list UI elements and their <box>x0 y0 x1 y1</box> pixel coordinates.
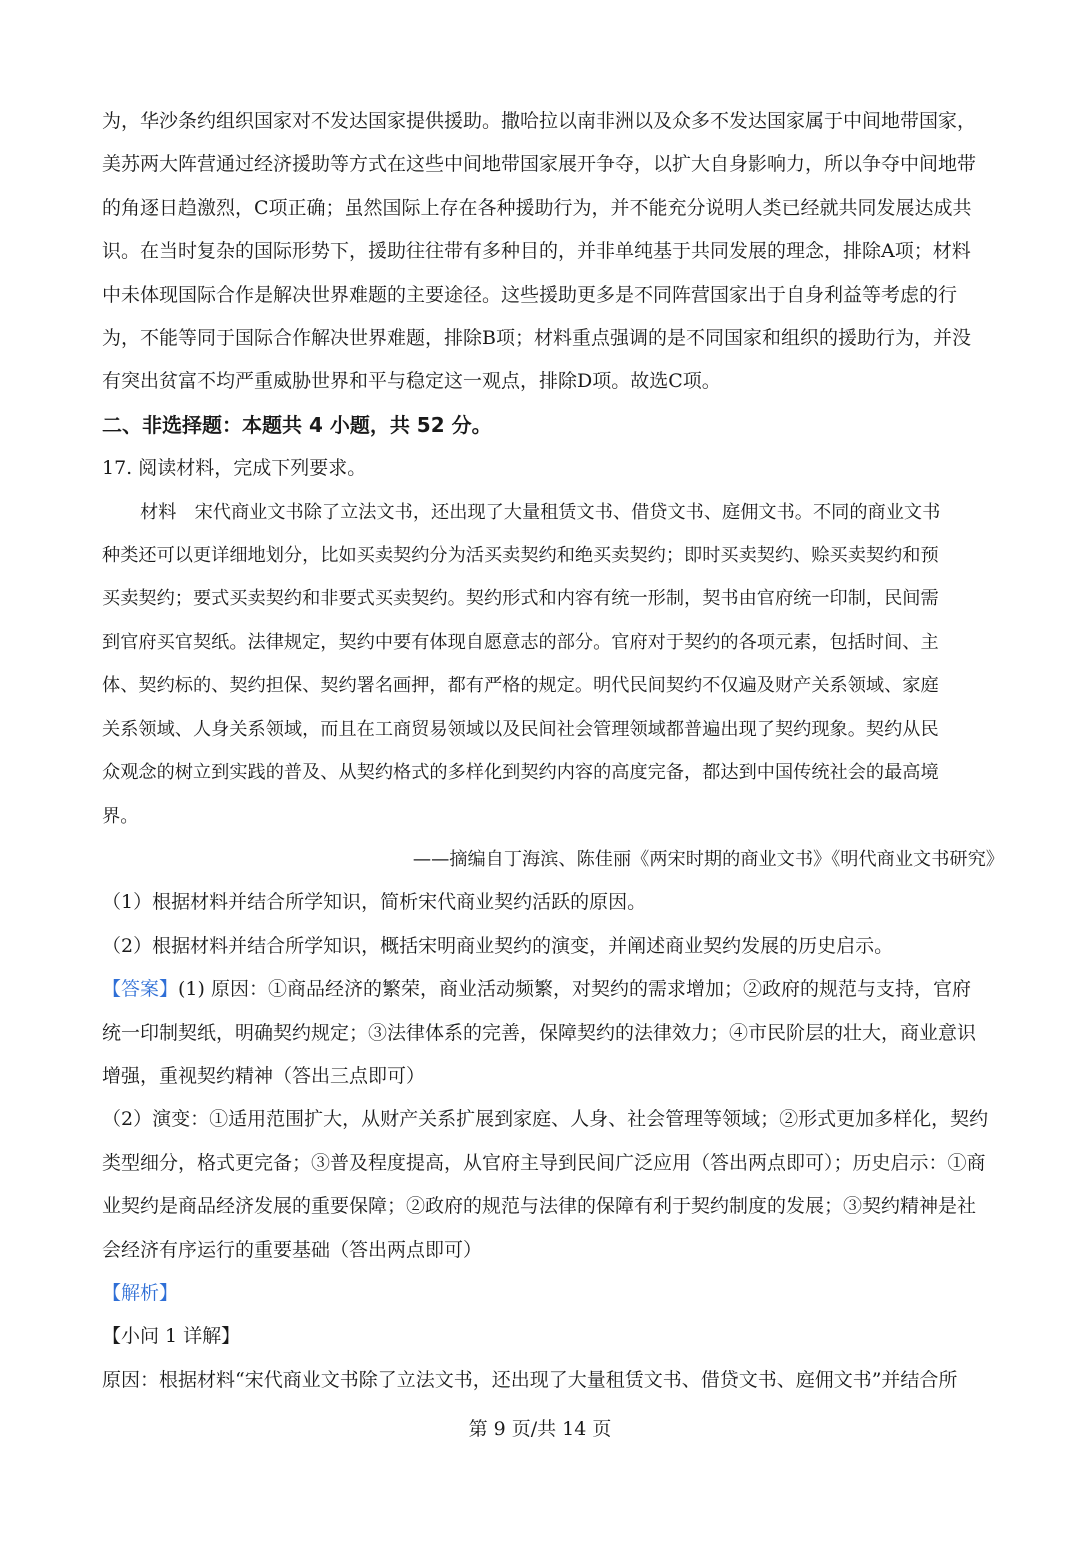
page-footer: 第 9 页/共 14 页 <box>468 1418 612 1440</box>
answer-first-line <box>102 968 1004 1011</box>
section-heading: 二、非选择题：本题共 4 小题，共 52 分。 <box>102 412 492 437</box>
answer-tag: 【答案】 <box>102 978 179 1001</box>
analysis-tag: 【解析】 <box>102 1281 179 1304</box>
analysis-line: 原因：根据材料“宋代商业文书除了立法文书，还出现了大量租赁文书、借贷文书、庭佣文书”并结合所 <box>102 1368 958 1391</box>
material-source: ——摘编自丁海滨、陈佳丽《两宋时期的商业文书》《明代商业文书研究》 <box>412 848 1004 870</box>
sub-question-2: （2）根据材料并结合所学知识，概括宋明商业契约的演变，并阐述商业契约发展的历史启示。 <box>102 934 894 957</box>
answer-block <box>102 968 1004 1272</box>
answer-line: 业契约是商品经济发展的重要保障；②政府的规范与法律的保障有利于契约制度的发展；③契约精神是社 <box>102 1195 977 1218</box>
material-line: 体、契约标的、契约担保、契约署名画押，都有严格的规定。明代民间契约不仅遍及财产关系领域、家庭 <box>102 675 939 697</box>
material-block <box>102 491 1004 882</box>
material-line: 到官府买官契纸。法律规定，契约中要有体现自愿意志的部分。官府对于契约的各项元素，包括时间、主 <box>102 631 939 653</box>
text-line: 为，不能等同于国际合作解决世界难题，排除B项；材料重点强调的是不同国家和组织的援助行为，并没 <box>102 327 971 350</box>
answer-text: (1) 原因：①商品经济的繁荣，商业活动频繁，对契约的需求增加；②政府的规范与支持，官府 <box>178 978 971 1001</box>
answer-line: 增强，重视契约精神（答出三点即可） <box>102 1064 426 1087</box>
text-line: 的角逐日趋激烈，C项正确；虽然国际上存在各种援助行为，并不能充分说明人类已经就共同发展达成共 <box>102 196 972 219</box>
material-line: 材料 宋代商业文书除了立法文书，还出现了大量租赁文书、借贷文书、庭佣文书。不同的商业文书 <box>140 501 941 523</box>
question-intro: 17. 阅读材料，完成下列要求。 <box>102 457 367 480</box>
answer-line: 会经济有序运行的重要基础（答出两点即可） <box>102 1238 483 1261</box>
material-line: 买卖契约；要式买卖契约和非要式买卖契约。契约形式和内容有统一形制，契书由官府统一印制，民间需 <box>102 588 939 610</box>
sub-question-detail-heading: 【小问 1 详解】 <box>102 1325 241 1348</box>
text-line: 中未体现国际合作是解决世界难题的主要途径。这些援助更多是不同阵营国家出于自身利益等考虑的行 <box>102 283 958 306</box>
text-line: 为，华沙条约组织国家对不发达国家提供援助。撒哈拉以南非洲以及众多不发达国家属于中间地带国家， <box>102 110 977 132</box>
material-line: 关系领域、人身关系领域，而且在工商贸易领域以及民间社会管理领域都普遍出现了契约现象。契约从民 <box>102 718 939 740</box>
previous-explanation <box>102 100 1004 404</box>
text-line: 美苏两大阵营通过经济援助等方式在这些中间地带国家展开争夺，以扩大自身影响力，所以争夺中间地带 <box>102 153 977 176</box>
material-line: 众观念的树立到实践的普及、从契约格式的多样化到契约内容的高度完备，都达到中国传统社会的最高境 <box>102 762 939 784</box>
text-line: 有突出贫富不均严重威胁世界和平与稳定这一观点，排除D项。故选C项。 <box>102 370 721 393</box>
text-line: 识。在当时复杂的国际形势下，援助往往带有多种目的，并非单纯基于共同发展的理念，排除A项；材料 <box>102 240 971 263</box>
material-line: 种类还可以更详细地划分，比如买卖契约分为活买卖契约和绝买卖契约；即时买卖契约、赊买卖契约和预 <box>102 545 939 567</box>
answer-line: 统一印制契纸，明确契约规定；③法律体系的完善，保障契约的法律效力；④市民阶层的壮大，商业意识 <box>102 1021 977 1044</box>
answer-line: （2）演变：①适用范围扩大，从财产关系扩展到家庭、人身、社会管理等领域；②形式更加多样化，契约 <box>102 1108 989 1131</box>
answer-line: 类型细分，格式更完备；③普及程度提高，从官府主导到民间广泛应用（答出两点即可）；历史启示：①商 <box>102 1151 986 1174</box>
material-line: 界。 <box>102 805 139 827</box>
sub-question-1: （1）根据材料并结合所学知识，简析宋代商业契约活跃的原因。 <box>102 891 647 914</box>
